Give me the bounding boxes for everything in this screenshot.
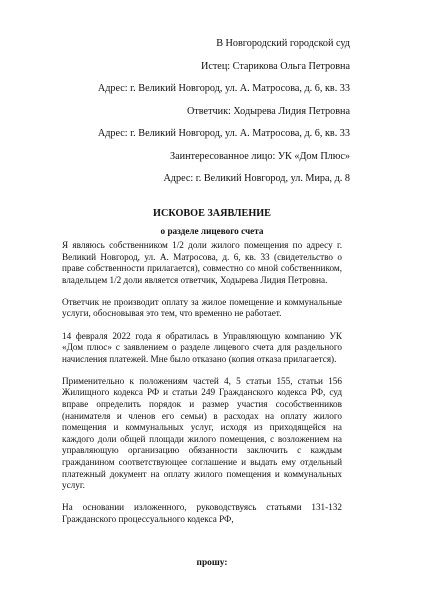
- paragraph-request-to-uk: 14 февраля 2022 года я обратилась в Управляющую компанию УК «Дом плюс» с заявлением о разделе лицевого счета для раздельного начисления платежей. Мне было отказано (копия отказа прилагается).: [62, 330, 342, 364]
- plaintiff-name: Истец: Старикова Ольга Петровна: [200, 60, 350, 72]
- paragraph-ownership: Я являюсь собственником 1/2 доли жилого помещения по адресу г. Великий Новгород, ул. А. Матросова, д. 6, кв. 33 (свидетельство о праве собственности прилагается), совместно со мной собственником, владельцем 1/2 доли является ответчик, Ходырева Лидия Петровна.: [62, 240, 342, 285]
- defendant-address: Адрес: г. Великий Новгород, ул. А. Матросова, д. 6, кв. 33: [97, 128, 350, 139]
- third-party-name: Заинтересованное лицо: УК «Дом Плюс»: [170, 150, 350, 162]
- document-subtitle: о разделе лицевого счета: [160, 226, 264, 236]
- document-body: [62, 240, 342, 536]
- court-name: В Новгородский городской суд: [216, 38, 350, 49]
- plaintiff-address: Адрес: г. Великий Новгород, ул. А. Матросова, д. 6, кв. 33: [97, 83, 350, 94]
- paragraph-legal-basis: Применительно к положениям частей 4, 5 статьи 155, статьи 156 Жилищного кодекса РФ и статьи 249 Гражданского кодекса РФ, суд вправе определить порядок и размер участия сособственников (нанимателя и членов его семьи) в расходах на оплату жилого помещения и коммунальных услуг, исходя из приходящейся на каждого доли общей площади жилого помещения, с возложением на управляющую организацию обязанности заключить с каждым гражданином соответствующее соглашение и выдать ему отдельный платежный документ на оплату жилого помещения и коммунальных услуг.: [62, 375, 342, 491]
- paragraph-nonpayment: Ответчик не производит оплату за жилое помещение и коммунальные услуги, обосновывая это тем, что временно не работает.: [62, 296, 342, 319]
- document-title: ИСКОВОЕ ЗАЯВЛЕНИЕ: [153, 208, 271, 219]
- document-header: [98, 38, 350, 196]
- third-party-address: Адрес: г. Великий Новгород, ул. Мира, д. 8: [163, 173, 350, 184]
- defendant-name: Ответчик: Ходырева Лидия Петровна: [187, 105, 350, 117]
- paragraph-conclusion: На основании изложенного, руководствуясь статьями 131-132 Гражданского процессуального кодекса РФ,: [62, 502, 342, 524]
- request-word: прошу:: [196, 558, 228, 568]
